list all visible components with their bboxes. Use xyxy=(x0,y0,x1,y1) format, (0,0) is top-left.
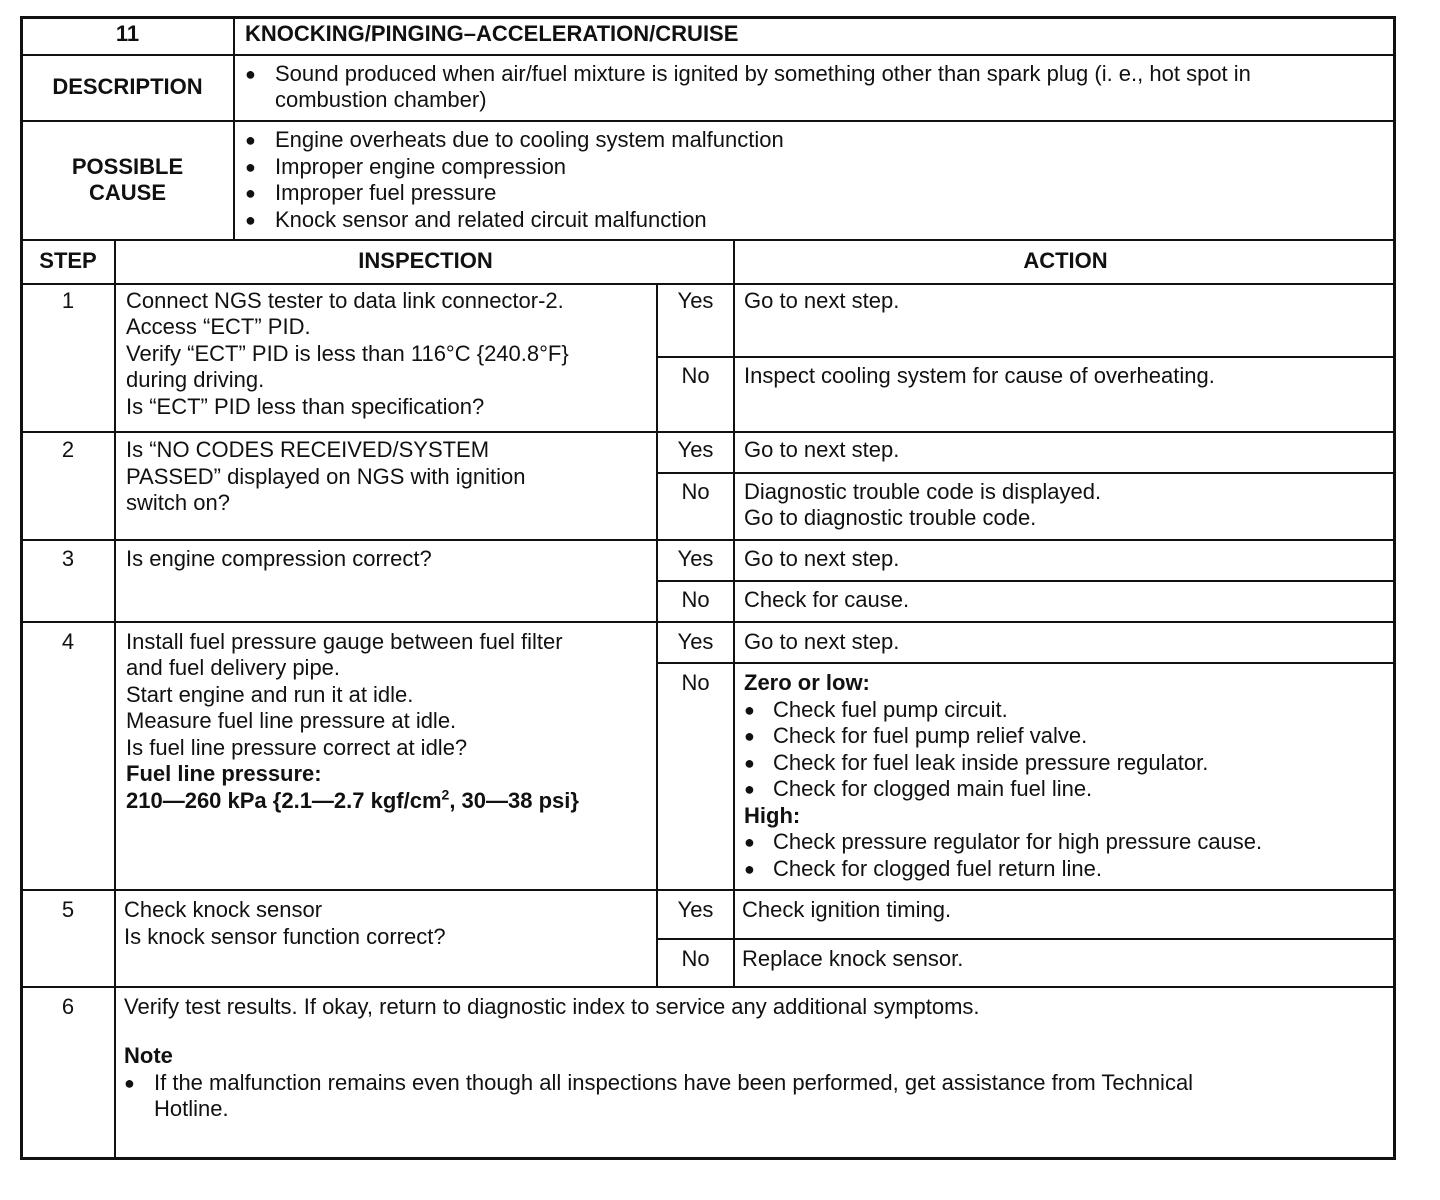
inspection-line: Is knock sensor function correct? xyxy=(124,924,446,949)
column-header-action: ACTION xyxy=(1023,248,1108,273)
bullet-icon: ● xyxy=(744,753,755,773)
no-action: Inspect cooling system for cause of overheating. xyxy=(744,363,1215,388)
page-title: KNOCKING/PINGING–ACCELERATION/CRUISE xyxy=(245,21,739,46)
bullet-icon: ● xyxy=(744,726,755,746)
cause-item: Improper engine compression xyxy=(275,154,567,179)
yes-label: Yes xyxy=(677,897,714,922)
no-action: Diagnostic trouble code is displayed. xyxy=(744,479,1102,504)
description-line: Sound produced when air/fuel mixture is ignited by something other than spark plug (i. e., hot spot in xyxy=(275,61,1251,86)
bullet-icon: ● xyxy=(744,859,755,879)
action-item: Check for fuel pump relief valve. xyxy=(773,723,1088,748)
rule-step3-split xyxy=(656,580,1396,582)
rule-header xyxy=(20,54,1396,56)
yes-label: Yes xyxy=(677,546,714,571)
step-number: 3 xyxy=(61,546,75,571)
bullet-icon: ● xyxy=(124,1073,135,1093)
spec-value-main: 210—260 kPa {2.1—2.7 kgf/cm xyxy=(126,788,442,813)
note-label: Note xyxy=(124,1043,173,1068)
inspection-line: Measure fuel line pressure at idle. xyxy=(126,708,457,733)
spec-label: Fuel line pressure: xyxy=(126,761,322,786)
rule-step2 xyxy=(20,539,1396,541)
inspection-line: Verify “ECT” PID is less than 116°C {240.8°F} xyxy=(126,341,569,366)
cause-item: Engine overheats due to cooling system malfunction xyxy=(275,127,784,152)
bullet-icon: ● xyxy=(245,210,256,230)
yes-action: Go to next step. xyxy=(744,288,900,313)
no-action: Check for cause. xyxy=(744,587,910,612)
action-item: Check for clogged main fuel line. xyxy=(773,776,1093,801)
step-number: 2 xyxy=(61,437,75,462)
rule-step4 xyxy=(20,889,1396,891)
inspection-line: Connect NGS tester to data link connector-2. xyxy=(126,288,564,313)
yes-label: Yes xyxy=(677,288,714,313)
rule-action-column xyxy=(733,239,735,988)
yes-action: Go to next step. xyxy=(744,629,900,654)
no-label: No xyxy=(681,479,710,504)
yes-action: Go to next step. xyxy=(744,546,900,571)
rule-description xyxy=(20,120,1396,122)
no-label: No xyxy=(681,946,710,971)
yes-label: Yes xyxy=(677,629,714,654)
bullet-icon: ● xyxy=(245,64,256,84)
inspection-line: PASSED” displayed on NGS with ignition xyxy=(126,464,526,489)
no-action: Replace knock sensor. xyxy=(742,946,964,971)
no-label: No xyxy=(681,363,710,388)
inspection-line: Check knock sensor xyxy=(124,897,323,922)
cause-item: Knock sensor and related circuit malfunction xyxy=(275,207,707,232)
inspection-line: Access “ECT” PID. xyxy=(126,314,311,339)
rule-columns xyxy=(20,283,1396,285)
zero-low-label: Zero or low: xyxy=(744,670,870,695)
rule-step3 xyxy=(20,621,1396,623)
possible-cause-label: CAUSE xyxy=(88,180,166,205)
rule-step1-split xyxy=(656,356,1396,358)
inspection-line: switch on? xyxy=(126,490,230,515)
header-number: 11 xyxy=(115,21,140,46)
rule-step-column xyxy=(114,239,116,1160)
high-label: High: xyxy=(744,803,801,828)
note-line: If the malfunction remains even though all inspections have been performed, get assistance from Technical xyxy=(154,1070,1194,1095)
bullet-icon: ● xyxy=(245,130,256,150)
rule-cause xyxy=(20,239,1396,241)
bullet-icon: ● xyxy=(744,700,755,720)
cause-item: Improper fuel pressure xyxy=(275,180,497,205)
bullet-icon: ● xyxy=(744,832,755,852)
possible-cause-label: POSSIBLE xyxy=(71,154,184,179)
note-line: Hotline. xyxy=(154,1096,229,1121)
step-number: 5 xyxy=(61,897,75,922)
rule-step5-split xyxy=(656,938,1396,940)
step-number: 1 xyxy=(61,288,75,313)
inspection-line: and fuel delivery pipe. xyxy=(126,655,341,680)
bullet-icon: ● xyxy=(245,157,256,177)
action-item: Check for fuel leak inside pressure regulator. xyxy=(773,750,1209,775)
yes-action: Check ignition timing. xyxy=(742,897,952,922)
spec-value xyxy=(126,788,579,815)
yes-action: Go to next step. xyxy=(744,437,900,462)
rule-step5 xyxy=(20,986,1396,988)
action-item: Check for clogged fuel return line. xyxy=(773,856,1102,881)
inspection-line: during driving. xyxy=(126,367,265,392)
inspection-line: Install fuel pressure gauge between fuel filter xyxy=(126,629,563,654)
inspection-line: Is “ECT” PID less than specification? xyxy=(126,394,485,419)
inspection-line: Start engine and run it at idle. xyxy=(126,682,414,707)
no-action: Go to diagnostic trouble code. xyxy=(744,505,1037,530)
yes-label: Yes xyxy=(677,437,714,462)
action-item: Check fuel pump circuit. xyxy=(773,697,1008,722)
final-step-text: Verify test results. If okay, return to diagnostic index to service any additional symptoms. xyxy=(124,994,980,1019)
inspection-line: Is fuel line pressure correct at idle? xyxy=(126,735,468,760)
no-label: No xyxy=(681,670,710,695)
no-label: No xyxy=(681,587,710,612)
spec-value-exponent: 2 xyxy=(441,786,450,803)
inspection-line: Is engine compression correct? xyxy=(126,546,432,571)
rule-step2-split xyxy=(656,472,1396,474)
action-item: Check pressure regulator for high pressure cause. xyxy=(773,829,1263,854)
rule-step4-split xyxy=(656,662,1396,664)
rule-label-column xyxy=(233,16,235,241)
inspection-line: Is “NO CODES RECEIVED/SYSTEM xyxy=(126,437,490,462)
step-number: 6 xyxy=(61,994,75,1019)
column-header-inspection: INSPECTION xyxy=(358,248,493,273)
bullet-icon: ● xyxy=(744,779,755,799)
spec-value-rest: , 30—38 psi} xyxy=(449,788,579,813)
description-line: combustion chamber) xyxy=(275,87,487,112)
column-header-step: STEP xyxy=(39,248,97,273)
rule-step1 xyxy=(20,431,1396,433)
bullet-icon: ● xyxy=(245,183,256,203)
description-label: DESCRIPTION xyxy=(52,74,203,99)
step-number: 4 xyxy=(61,629,75,654)
